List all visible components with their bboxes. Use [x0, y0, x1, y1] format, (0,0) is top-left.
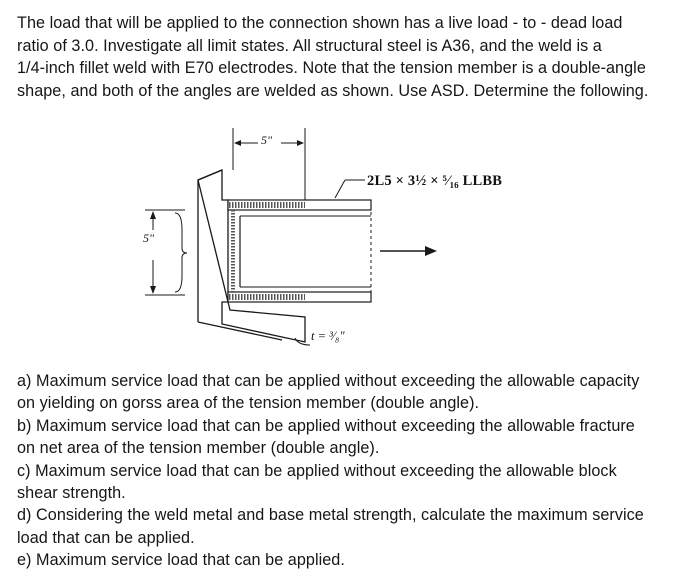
left-dimension-label: 5" [143, 231, 155, 245]
gusset-plate [198, 170, 305, 342]
problem-line: ratio of 3.0. Investigate all limit states. All structural steel is A36, and the weld is a [17, 36, 602, 55]
dim-top-arrow-right [297, 140, 304, 146]
thickness-label: t = ³⁄₈" [311, 329, 345, 343]
dim-left-arrow-bottom [150, 286, 156, 294]
dim-top-arrow-left [234, 140, 241, 146]
problem-statement [17, 12, 689, 102]
load-arrow-head [425, 246, 437, 256]
question-line: b) Maximum service load that can be applied without exceeding the allowable fracture [17, 416, 635, 435]
question-line: shear strength. [17, 484, 126, 503]
dim-left-brace [175, 213, 187, 292]
gusset-top-edge [198, 170, 222, 180]
dim-left-arrow-top [150, 211, 156, 219]
question-line: load that can be applied. [17, 528, 195, 547]
problem-line: shape, and both of the angles are welded as shown. Use ASD. Determine the following. [17, 81, 649, 100]
question-line: d) Considering the weld metal and base metal strength, calculate the maximum service [17, 506, 644, 525]
question-line: on net area of the tension member (double angle). [17, 439, 380, 458]
question-line: on yielding on gorss area of the tension member (double angle). [17, 394, 480, 413]
question-line: c) Maximum service load that can be applied without exceeding the allowable block [17, 461, 617, 480]
connection-figure [0, 110, 700, 365]
member-leader-diag [335, 180, 345, 198]
question-list [17, 370, 689, 572]
question-line: a) Maximum service load that can be applied without exceeding the allowable capacity [17, 372, 640, 390]
connection-diagram [0, 110, 700, 365]
top-dimension-label: 5" [261, 133, 273, 147]
problem-line: The load that will be applied to the connection shown has a live load - to - dead load [17, 14, 623, 32]
member-label: 2L5 × 3½ × ⁵⁄₁₆ LLBB [367, 173, 503, 189]
problem-line: 1/4-inch fillet weld with E70 electrodes. Note that the tension member is a double-angle [17, 59, 646, 78]
gusset-bottom-edge [198, 322, 282, 340]
question-line: e) Maximum service load that can be applied. [17, 551, 345, 570]
